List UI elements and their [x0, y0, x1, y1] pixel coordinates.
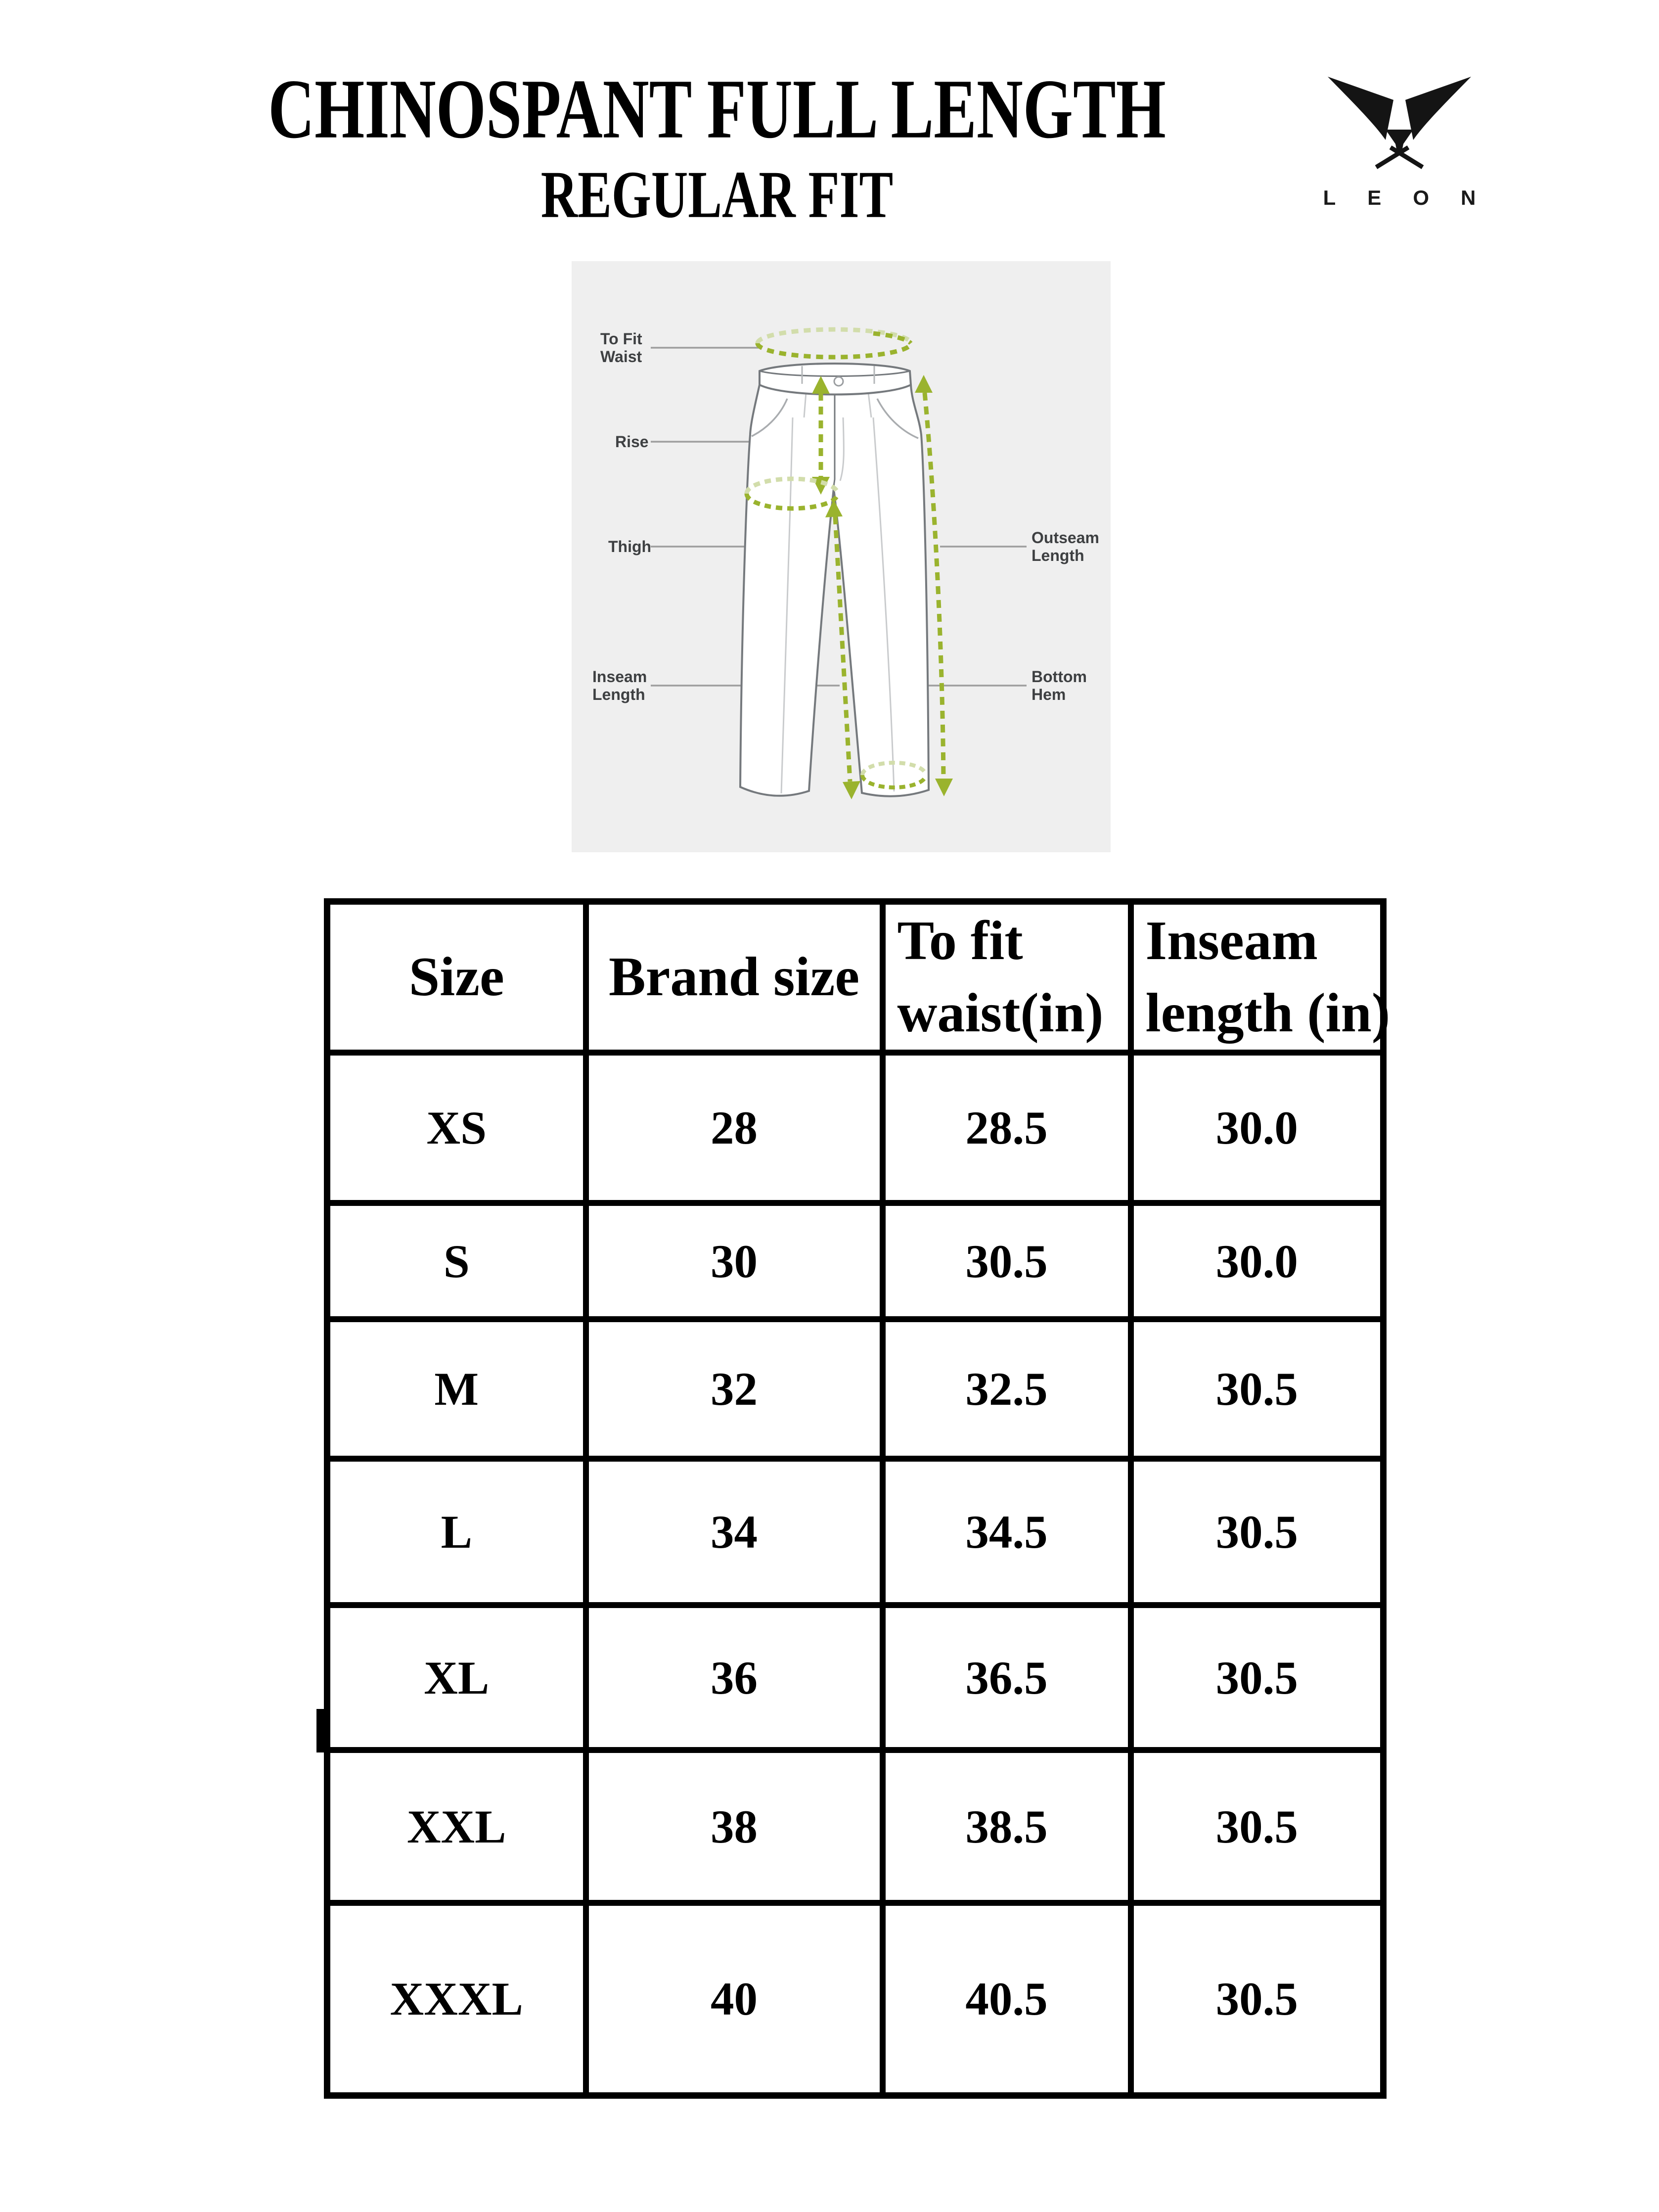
pants-diagram-drawing [572, 261, 1111, 852]
pants-measurement-diagram [572, 261, 1111, 852]
page-subtitle: REGULAR FIT [540, 157, 894, 232]
label-bottom-hem: Bottom Hem [1031, 668, 1087, 703]
cell-inseam-length: 30.5 [1131, 1903, 1384, 2095]
cell-inseam-length: 30.5 [1131, 1605, 1384, 1750]
table-row-xxxl [327, 1903, 1384, 2095]
waist-button [834, 377, 843, 386]
cell-inseam-length: 30.5 [1131, 1319, 1384, 1459]
col-header-inseam-length: Inseam length (in) [1131, 902, 1384, 1053]
cell-size: XS [327, 1053, 586, 1203]
size-table-header-row [327, 902, 1384, 1053]
cell-brand-size: 40 [586, 1903, 883, 2095]
cell-to-fit-waist: 40.5 [883, 1903, 1131, 2095]
cell-to-fit-waist: 30.5 [883, 1203, 1131, 1319]
stray-mark [316, 1709, 325, 1752]
cell-to-fit-waist: 28.5 [883, 1053, 1131, 1203]
col-header-brand-size: Brand size [586, 902, 883, 1053]
cell-to-fit-waist: 32.5 [883, 1319, 1131, 1459]
page-title: CHINOSPANT FULL LENGTH [268, 62, 1166, 156]
brand-wordmark: LEON [1323, 186, 1508, 209]
cell-size: XL [327, 1605, 586, 1750]
table-row-m [327, 1319, 1384, 1459]
cell-brand-size: 38 [586, 1750, 883, 1903]
cell-brand-size: 30 [586, 1203, 883, 1319]
cell-size: L [327, 1459, 586, 1605]
cell-brand-size: 32 [586, 1319, 883, 1459]
page-header [148, 58, 1286, 232]
cell-to-fit-waist: 38.5 [883, 1750, 1131, 1903]
pants-outline [740, 364, 929, 796]
waist-ellipse-front [758, 343, 911, 357]
table-row-xxl [327, 1750, 1384, 1903]
cell-size: S [327, 1203, 586, 1319]
cell-inseam-length: 30.5 [1131, 1750, 1384, 1903]
lion-face-icon [1325, 74, 1474, 173]
cell-size: XXXL [327, 1903, 586, 2095]
label-to-fit-waist: To Fit Waist [600, 330, 642, 366]
cell-brand-size: 36 [586, 1605, 883, 1750]
table-row-xs [327, 1053, 1384, 1203]
table-row-xl [327, 1605, 1384, 1750]
label-inseam-length: Inseam Length [592, 668, 647, 703]
brand-logo [1305, 74, 1508, 210]
cell-brand-size: 34 [586, 1459, 883, 1605]
cell-inseam-length: 30.0 [1131, 1203, 1384, 1319]
cell-to-fit-waist: 36.5 [883, 1605, 1131, 1750]
col-header-to-fit-waist: To fit waist(in) [883, 902, 1131, 1053]
cell-to-fit-waist: 34.5 [883, 1459, 1131, 1605]
cell-size: XXL [327, 1750, 586, 1903]
cell-inseam-length: 30.0 [1131, 1053, 1384, 1203]
size-table [324, 898, 1390, 2099]
cell-size: M [327, 1319, 586, 1459]
col-header-size: Size [327, 902, 586, 1053]
label-thigh: Thigh [608, 538, 652, 555]
cell-inseam-length: 30.5 [1131, 1459, 1384, 1605]
label-rise: Rise [615, 433, 649, 451]
table-row-l [327, 1459, 1384, 1605]
table-row-s [327, 1203, 1384, 1319]
cell-brand-size: 28 [586, 1053, 883, 1203]
label-outseam-length: Outseam Length [1031, 529, 1099, 564]
